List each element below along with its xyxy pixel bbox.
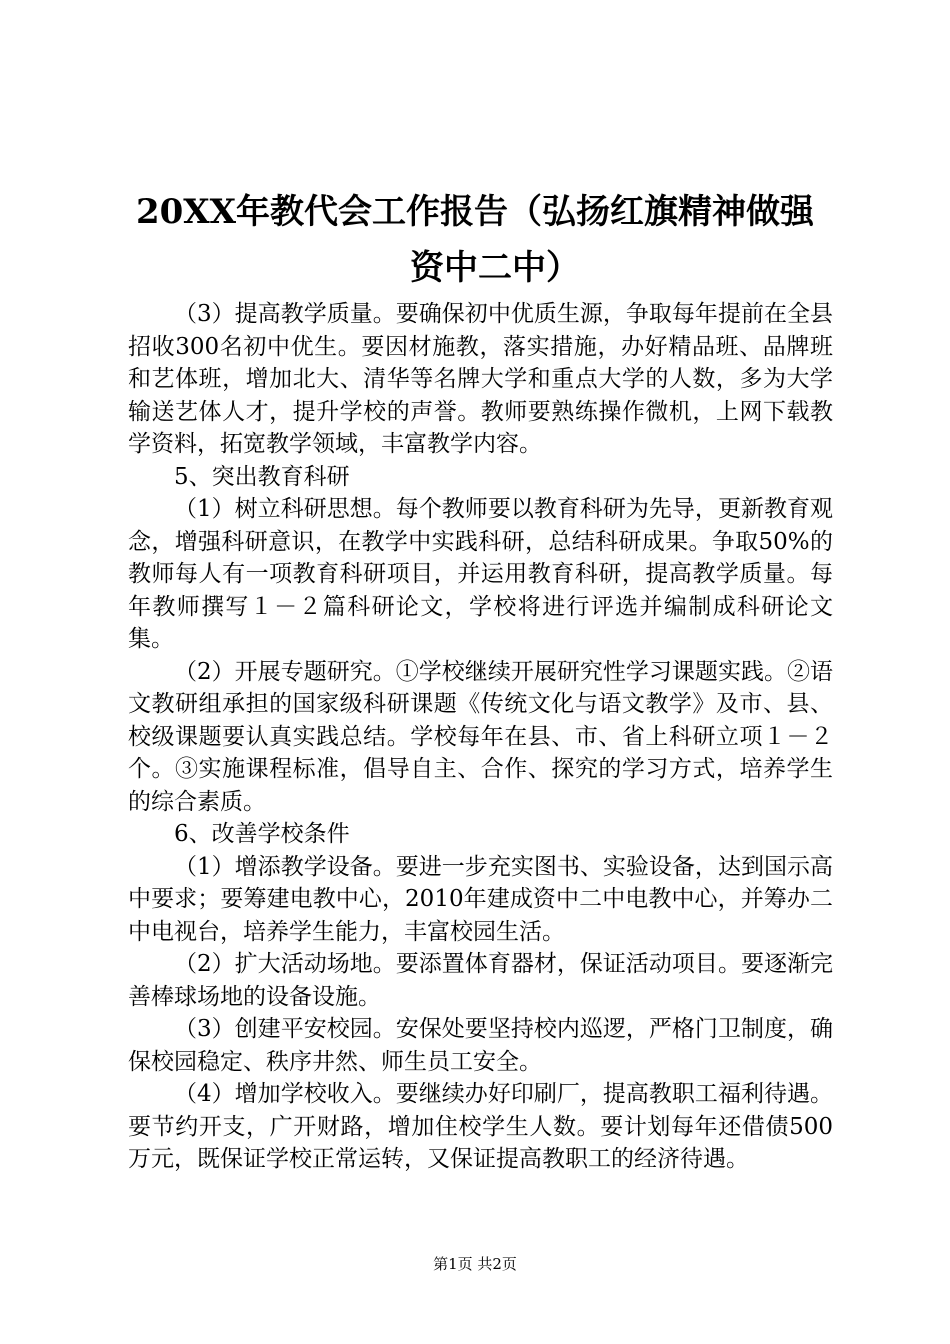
paragraph-research-thinking: （1）树立科研思想。每个教师要以教育科研为先导，更新教育观念，增强科研意识，在教学中实践科研，总结科研成果。争取50%的教师每人有一项教育科研项目，并运用教育科研，提高教学质量。每年教师撰写１－２篇科研论文，学校将进行评选并编制成科研论文集。 <box>128 496 833 652</box>
paragraph-safe-campus: （3）创建平安校园。安保处要坚持校内巡逻，严格门卫制度，确保校园稳定、秩序井然、师生员工安全。 <box>128 1016 833 1075</box>
paragraph-school-income: （4）增加学校收入。要继续办好印刷厂，提高教职工福利待遇。要节约开支，广开财路，增加住校学生人数。要计划每年还借债500万元，既保证学校正常运转，又保证提高教职工的经济待遇。 <box>128 1081 833 1172</box>
document-title-line1: 20XX年教代会工作报告（弘扬红旗精神做强 <box>135 192 815 232</box>
page-footer: 第1页 共2页 <box>433 1255 517 1273</box>
paragraph-special-research: （2）开展专题研究。①学校继续开展研究性学习课题实践。②语文教研组承担的国家级科研课题《传统文化与语文教学》及市、县、校级课题要认真实践总结。学校每年在县、市、省上科研立项１－２个。③实施课程标准，倡导自主、合作、探究的学习方式，培养学生的综合素质。 <box>128 658 833 815</box>
document-title-line2: 资中二中） <box>410 248 580 288</box>
paragraph-activity-space: （2）扩大活动场地。要添置体育器材，保证活动项目。要逐渐完善棒球场地的设备设施。 <box>128 951 833 1010</box>
section-heading-conditions: 6、改善学校条件 <box>174 821 350 847</box>
section-heading-research: 5、突出教育科研 <box>174 463 350 490</box>
paragraph-equipment: （1）增添教学设备。要进一步充实图书、实验设备，达到国示高中要求；要筹建电教中心，2010年建成资中二中电教中心，并筹办二中电视台，培养学生能力，丰富校园生活。 <box>128 853 833 945</box>
paragraph-teaching-quality: （3）提高教学质量。要确保初中优质生源，争取每年提前在全县招收300名初中优生。要因材施教，落实措施，办好精品班、品牌班和艺体班，增加北大、清华等名牌大学和重点大学的人数，多为大学输送艺体人才，提升学校的声誉。教师要熟练操作微机，上网下载教学资料，拓宽教学领域，丰富教学内容。 <box>128 301 833 457</box>
document-body <box>128 298 833 1176</box>
